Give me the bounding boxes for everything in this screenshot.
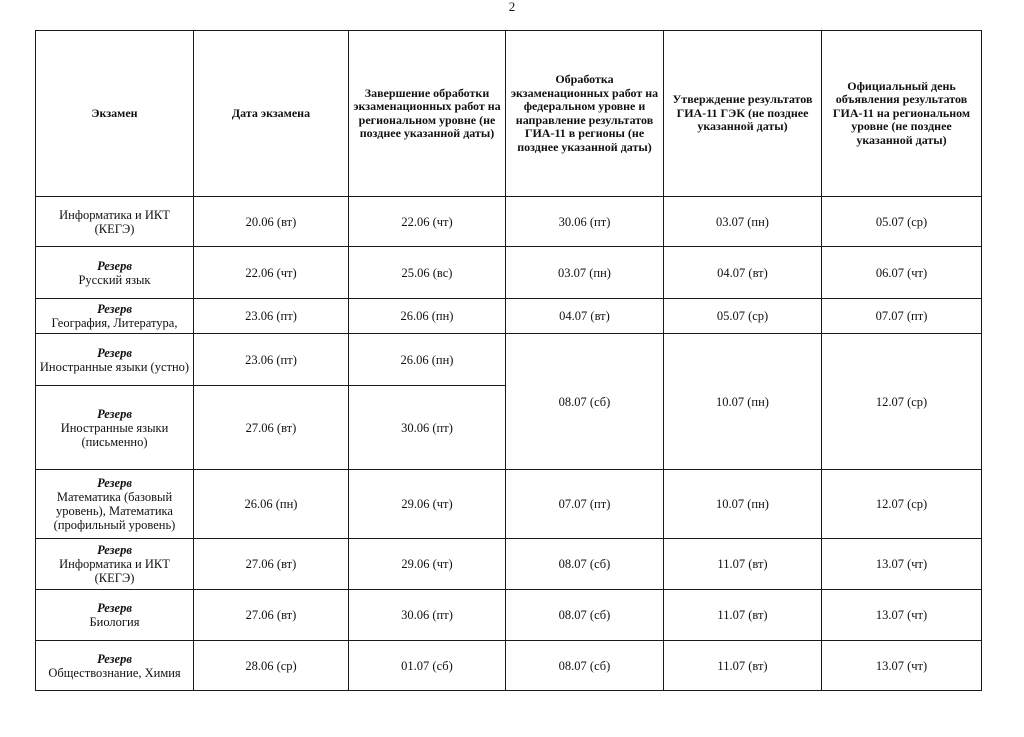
federal-date-cell: 08.07 (сб) — [506, 334, 664, 470]
header-regional-processing: Завершение обработки экзаменационных работ на региональном уровне (не позднее указанной даты) — [349, 31, 506, 197]
exam-date-cell: 22.06 (чт) — [194, 247, 349, 299]
regional-date-cell: 22.06 (чт) — [349, 197, 506, 247]
federal-date-cell: 08.07 (сб) — [506, 590, 664, 641]
header-exam-date: Дата экзамена — [194, 31, 349, 197]
exam-date-cell: 27.06 (вт) — [194, 386, 349, 470]
announce-date-cell: 13.07 (чт) — [822, 641, 982, 691]
exam-date-cell: 23.06 (пт) — [194, 299, 349, 334]
exam-cell — [36, 590, 194, 641]
table-row — [36, 334, 982, 386]
regional-date-cell: 26.06 (пн) — [349, 334, 506, 386]
exam-cell — [36, 386, 194, 470]
federal-date-cell: 08.07 (сб) — [506, 539, 664, 590]
federal-date-cell: 04.07 (вт) — [506, 299, 664, 334]
regional-date-cell: 26.06 (пн) — [349, 299, 506, 334]
exam-cell — [36, 470, 194, 539]
announce-date-cell: 06.07 (чт) — [822, 247, 982, 299]
reserve-label: Резерв — [97, 543, 132, 557]
federal-date-cell: 03.07 (пн) — [506, 247, 664, 299]
reserve-label: Резерв — [97, 258, 132, 273]
exam-date-cell: 27.06 (вт) — [194, 539, 349, 590]
announce-date-cell: 07.07 (пт) — [822, 299, 982, 334]
exam-cell — [36, 641, 194, 691]
announce-date-cell: 12.07 (ср) — [822, 470, 982, 539]
exam-name: Обществознание, Химия — [48, 665, 181, 680]
federal-date-cell: 07.07 (пт) — [506, 470, 664, 539]
approval-date-cell: 03.07 (пн) — [664, 197, 822, 247]
exam-name: Русский язык — [78, 272, 151, 287]
exam-date-cell: 20.06 (вт) — [194, 197, 349, 247]
table-row — [36, 247, 982, 299]
exam-name: Математика (базовый уровень), Математика (профильный уровень) — [53, 490, 176, 532]
exam-cell — [36, 197, 194, 247]
exam-cell — [36, 299, 194, 334]
approval-date-cell: 10.07 (пн) — [664, 334, 822, 470]
header-official-announcement: Официальный день объявления результатов ГИА-11 на региональном уровне (не позднее указанной даты) — [822, 31, 982, 197]
table-row — [36, 470, 982, 539]
exam-date-cell: 28.06 (ср) — [194, 641, 349, 691]
page-number: 2 — [508, 0, 516, 14]
exam-cell — [36, 247, 194, 299]
reserve-label: Резерв — [97, 476, 132, 490]
regional-date-cell: 29.06 (чт) — [349, 539, 506, 590]
table-row — [36, 641, 982, 691]
approval-date-cell: 11.07 (вт) — [664, 641, 822, 691]
approval-date-cell: 05.07 (ср) — [664, 299, 822, 334]
announce-date-cell: 13.07 (чт) — [822, 539, 982, 590]
exam-date-cell: 26.06 (пн) — [194, 470, 349, 539]
reserve-label: Резерв — [97, 302, 132, 316]
exam-date-cell: 27.06 (вт) — [194, 590, 349, 641]
announce-date-cell: 05.07 (ср) — [822, 197, 982, 247]
reserve-label: Резерв — [97, 651, 132, 666]
exam-date-cell: 23.06 (пт) — [194, 334, 349, 386]
federal-date-cell: 30.06 (пт) — [506, 197, 664, 247]
exam-name: Информатика и ИКТ (КЕГЭ) — [59, 207, 170, 236]
exam-name: Иностранные языки (письменно) — [60, 420, 169, 449]
reserve-label: Резерв — [97, 345, 132, 360]
exam-name: Биология — [89, 615, 140, 629]
reserve-label: Резерв — [97, 601, 132, 615]
header-gek-approval: Утверждение результатов ГИА-11 ГЭК (не позднее указанной даты) — [664, 31, 822, 197]
regional-date-cell: 30.06 (пт) — [349, 590, 506, 641]
exam-name: География, Литература, — [51, 316, 178, 330]
exam-name: Иностранные языки (устно) — [39, 359, 190, 374]
table-row — [36, 539, 982, 590]
header-exam: Экзамен — [36, 31, 194, 197]
announce-date-cell: 12.07 (ср) — [822, 334, 982, 470]
approval-date-cell: 04.07 (вт) — [664, 247, 822, 299]
exam-cell — [36, 539, 194, 590]
regional-date-cell: 25.06 (вс) — [349, 247, 506, 299]
table-header-row — [36, 31, 982, 197]
exam-cell — [36, 334, 194, 386]
table-row — [36, 299, 982, 334]
reserve-label: Резерв — [97, 406, 132, 421]
approval-date-cell: 11.07 (вт) — [664, 539, 822, 590]
header-federal-processing: Обработка экзаменационных работ на федеральном уровне и направление результатов ГИА-11 в регионы (не позднее указанной даты) — [506, 31, 664, 197]
federal-date-cell: 08.07 (сб) — [506, 641, 664, 691]
table-row — [36, 197, 982, 247]
regional-date-cell: 30.06 (пт) — [349, 386, 506, 470]
exam-name: Информатика и ИКТ (КЕГЭ) — [59, 557, 170, 585]
approval-date-cell: 10.07 (пн) — [664, 470, 822, 539]
regional-date-cell: 01.07 (сб) — [349, 641, 506, 691]
exam-schedule-table — [35, 30, 982, 691]
announce-date-cell: 13.07 (чт) — [822, 590, 982, 641]
approval-date-cell: 11.07 (вт) — [664, 590, 822, 641]
table-row — [36, 590, 982, 641]
regional-date-cell: 29.06 (чт) — [349, 470, 506, 539]
